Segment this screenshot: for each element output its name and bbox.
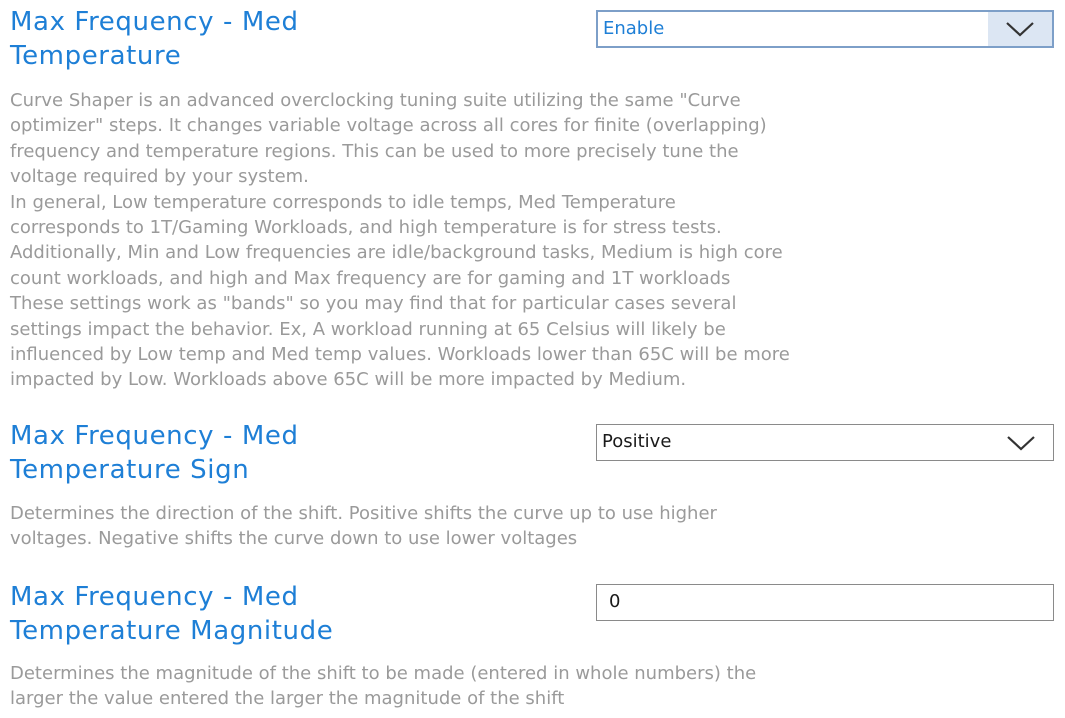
input-value: 0 <box>609 591 621 612</box>
select-value: Positive <box>602 431 672 452</box>
select-value: Enable <box>603 18 665 39</box>
setting-title-line2: Temperature Sign <box>10 455 250 485</box>
setting-title-line2: Temperature <box>10 41 182 71</box>
setting-title-line1: Max Frequency - Med <box>10 582 299 612</box>
setting-description: Determines the magnitude of the shift to be made (entered in whole numbers) the larger the value entered the larger the magnitude of the shift <box>10 663 757 710</box>
magnitude-input[interactable] <box>596 584 1054 621</box>
setting-description: Determines the direction of the shift. Positive shifts the curve up to use higher voltages. Negative shifts the curve down to use lower voltages <box>10 503 717 550</box>
setting-description: Curve Shaper is an advanced overclocking tuning suite utilizing the same "Curve optimizer" steps. It changes variable voltage across all cores for finite (overlapping) frequency and temperature regions. This can be used to more precisely tune the voltage required by your system. In general, Low temperature corresponds to idle temps, Med Temperature corresponds to 1T/Gaming Workloads, and high temperature is for stress tests. Additionally, Min and Low frequencies are idle/background tasks, Medium is high core count workloads, and high and Max frequency are for gaming and 1T workloads These settings work as "bands" so you may find that for particular cases several settings impact the behavior. Ex, A workload running at 65 Celsius will likely be influenced by Low temp and Med temp values. Workloads lower than 65C will be more impacted by Low. Workloads above 65C will be more impacted by Medium. <box>10 90 790 391</box>
sign-select[interactable] <box>596 424 1054 461</box>
setting-title-line2: Temperature Magnitude <box>10 616 334 646</box>
setting-title-line1: Max Frequency - Med <box>10 421 299 451</box>
enable-select[interactable] <box>596 10 1054 48</box>
setting-title <box>10 419 299 487</box>
setting-title <box>10 580 333 648</box>
chevron-down-icon[interactable] <box>988 12 1052 46</box>
setting-title-line1: Max Frequency - Med <box>10 7 299 37</box>
chevron-down-icon[interactable] <box>989 425 1053 460</box>
setting-title <box>10 5 299 73</box>
